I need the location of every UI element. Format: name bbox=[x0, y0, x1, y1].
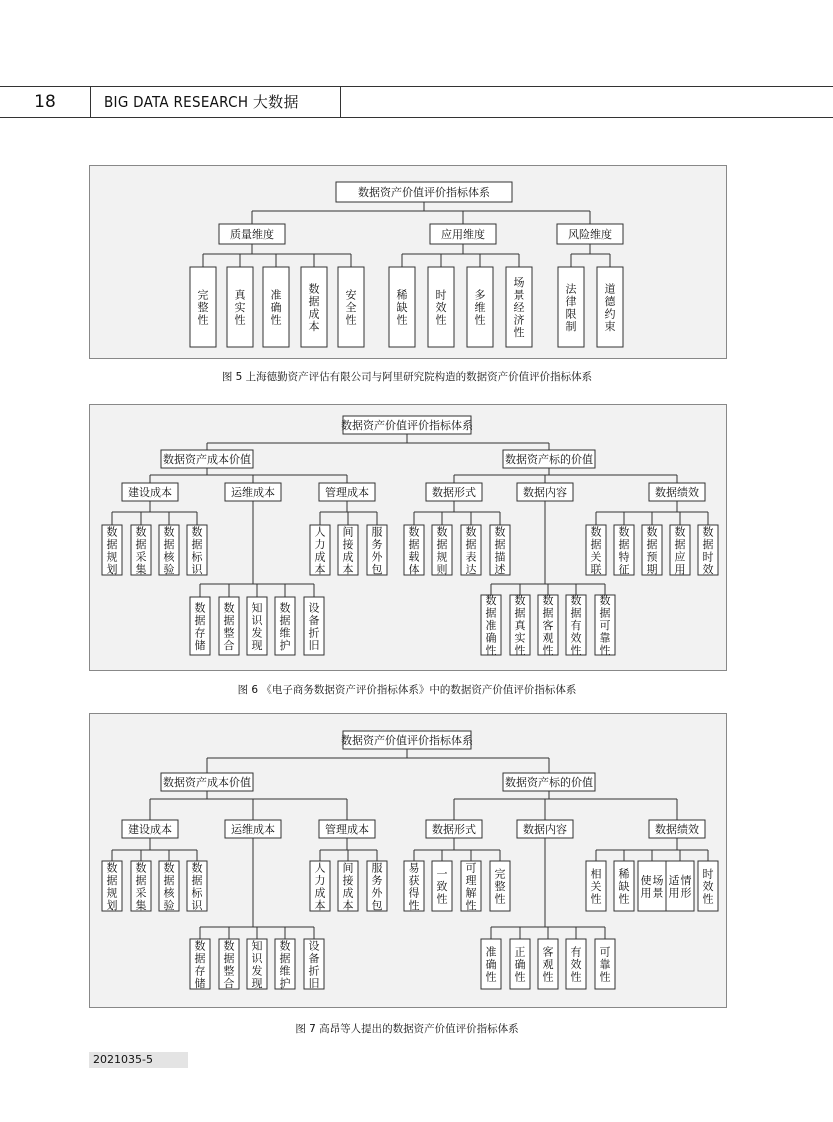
fig5-item-node: 数据成本 bbox=[308, 282, 320, 333]
fig5-group-node: 质量维度 bbox=[230, 228, 274, 241]
fig6-item-node: 数据关联 bbox=[590, 525, 602, 576]
fig6-group-node: 数据绩效 bbox=[655, 486, 699, 499]
fig7-item-node: 准确性 bbox=[485, 945, 497, 984]
fig6-group-node: 数据内容 bbox=[523, 486, 567, 499]
fig7-branch-node: 数据资产成本价值 bbox=[163, 776, 251, 789]
fig7-item-node: 数据规划 bbox=[106, 861, 118, 912]
fig5-item-node: 安全性 bbox=[345, 288, 357, 327]
figure-7-caption: 图 7 高昂等人提出的数据资产价值评价指标体系 bbox=[295, 1023, 519, 1035]
fig6-item-node: 数据客观性 bbox=[542, 594, 554, 657]
figure-5-diagram bbox=[89, 165, 727, 359]
figure-7-tree bbox=[90, 714, 726, 1007]
fig7-group-node: 管理成本 bbox=[325, 823, 369, 836]
fig5-group-node: 应用维度 bbox=[441, 228, 485, 241]
fig7-group-node: 建设成本 bbox=[128, 823, 172, 836]
fig6-item-node: 知识发现 bbox=[251, 601, 263, 652]
fig6-item-node: 数据载体 bbox=[408, 525, 420, 576]
fig6-group-node: 建设成本 bbox=[128, 486, 172, 499]
fig7-item-node: 稀缺性 bbox=[618, 867, 630, 906]
fig5-group-node: 风险维度 bbox=[568, 228, 612, 241]
fig6-item-node: 数据存储 bbox=[194, 601, 206, 652]
fig6-root-node: 数据资产价值评价指标体系 bbox=[341, 419, 473, 432]
fig5-item-node: 法律限制 bbox=[565, 282, 577, 333]
fig6-item-node: 数据规则 bbox=[436, 525, 448, 576]
fig7-item-node: 间接成本 bbox=[342, 861, 354, 912]
fig6-item-node: 数据规划 bbox=[106, 525, 118, 576]
fig7-item-node: 客观性 bbox=[542, 945, 554, 984]
fig7-item-node: 人力成本 bbox=[314, 861, 326, 912]
fig7-item-node: 有效性 bbox=[570, 945, 582, 984]
fig7-group-node: 运维成本 bbox=[231, 823, 275, 836]
figure-6-caption: 图 6 《电子商务数据资产评价指标体系》中的数据资产价值评价指标体系 bbox=[237, 684, 577, 696]
fig7-item-node: 可理解性 bbox=[465, 861, 477, 912]
fig6-item-node: 数据可靠性 bbox=[599, 594, 611, 657]
fig6-item-node: 数据标识 bbox=[191, 525, 203, 576]
fig5-item-node: 真实性 bbox=[234, 288, 246, 327]
fig7-root-node: 数据资产价值评价指标体系 bbox=[341, 734, 473, 747]
fig6-item-node: 数据整合 bbox=[223, 601, 235, 652]
fig5-item-node: 场景经济性 bbox=[513, 276, 525, 339]
fig6-item-node: 数据时效 bbox=[702, 525, 714, 576]
fig7-item-node: 数据标识 bbox=[191, 861, 203, 912]
fig7-item-node: 数据采集 bbox=[135, 861, 147, 912]
fig6-item-node: 数据应用 bbox=[674, 525, 686, 576]
fig7-group-node: 数据绩效 bbox=[655, 823, 699, 836]
fig6-branch-node: 数据资产标的价值 bbox=[505, 453, 593, 466]
fig7-item-node: 适用情形 bbox=[668, 873, 692, 900]
fig6-item-node: 数据预期 bbox=[646, 525, 658, 576]
fig6-item-node: 数据有效性 bbox=[570, 594, 582, 657]
fig6-group-node: 运维成本 bbox=[231, 486, 275, 499]
fig7-item-node: 数据整合 bbox=[223, 939, 235, 990]
fig5-item-node: 准确性 bbox=[270, 288, 282, 327]
fig7-item-node: 数据维护 bbox=[279, 939, 291, 990]
fig7-item-node: 知识发现 bbox=[251, 939, 263, 990]
fig5-item-node: 完整性 bbox=[197, 288, 209, 327]
figure-7-diagram bbox=[89, 713, 727, 1008]
fig7-item-node: 数据存储 bbox=[194, 939, 206, 990]
fig6-item-node: 数据核验 bbox=[163, 525, 175, 576]
fig7-item-node: 可靠性 bbox=[599, 945, 611, 984]
fig5-item-node: 道德约束 bbox=[604, 282, 616, 333]
fig6-item-node: 设备折旧 bbox=[308, 601, 320, 652]
fig6-item-node: 服务外包 bbox=[371, 525, 383, 576]
fig7-item-node: 设备折旧 bbox=[308, 939, 320, 990]
fig7-branch-node: 数据资产标的价值 bbox=[505, 776, 593, 789]
fig7-group-node: 数据形式 bbox=[432, 823, 476, 836]
header-divider bbox=[340, 86, 341, 118]
fig6-item-node: 数据描述 bbox=[494, 525, 506, 576]
fig6-item-node: 人力成本 bbox=[314, 525, 326, 576]
fig6-item-node: 数据真实性 bbox=[514, 594, 526, 657]
fig5-root-node: 数据资产价值评价指标体系 bbox=[358, 186, 490, 199]
fig6-item-node: 数据准确性 bbox=[485, 594, 497, 657]
fig7-item-node: 相关性 bbox=[590, 867, 602, 906]
fig7-item-node: 正确性 bbox=[514, 945, 526, 984]
figure-5-caption: 图 5 上海德勤资产评估有限公司与阿里研究院构造的数据资产价值评价指标体系 bbox=[221, 371, 593, 383]
figure-5-tree bbox=[90, 166, 726, 358]
fig6-item-node: 数据特征 bbox=[618, 525, 630, 576]
figure-6-diagram bbox=[89, 404, 727, 671]
figure-6-tree bbox=[90, 405, 726, 670]
fig5-item-node: 多维性 bbox=[474, 288, 486, 327]
journal-title: BIG DATA RESEARCH 大数据 bbox=[104, 93, 299, 111]
fig7-group-node: 数据内容 bbox=[523, 823, 567, 836]
fig6-group-node: 数据形式 bbox=[432, 486, 476, 499]
fig7-item-node: 时效性 bbox=[702, 867, 714, 906]
fig7-item-node: 易获得性 bbox=[408, 861, 420, 912]
fig7-item-node: 一致性 bbox=[436, 867, 448, 906]
fig6-item-node: 数据表达 bbox=[465, 525, 477, 576]
header-divider bbox=[90, 86, 91, 118]
article-code: 2021035-5 bbox=[89, 1052, 188, 1068]
fig6-item-node: 间接成本 bbox=[342, 525, 354, 576]
fig6-item-node: 数据采集 bbox=[135, 525, 147, 576]
fig6-branch-node: 数据资产成本价值 bbox=[163, 453, 251, 466]
page-number: 18 bbox=[34, 92, 56, 112]
fig5-item-node: 时效性 bbox=[435, 288, 447, 327]
fig6-group-node: 管理成本 bbox=[325, 486, 369, 499]
fig5-item-node: 稀缺性 bbox=[396, 288, 408, 327]
fig7-item-node: 数据核验 bbox=[163, 861, 175, 912]
fig7-item-node: 使用场景 bbox=[640, 873, 664, 900]
fig7-item-node: 服务外包 bbox=[371, 861, 383, 912]
header-bottom-rule bbox=[0, 117, 833, 118]
fig7-item-node: 完整性 bbox=[494, 867, 506, 906]
fig6-item-node: 数据维护 bbox=[279, 601, 291, 652]
